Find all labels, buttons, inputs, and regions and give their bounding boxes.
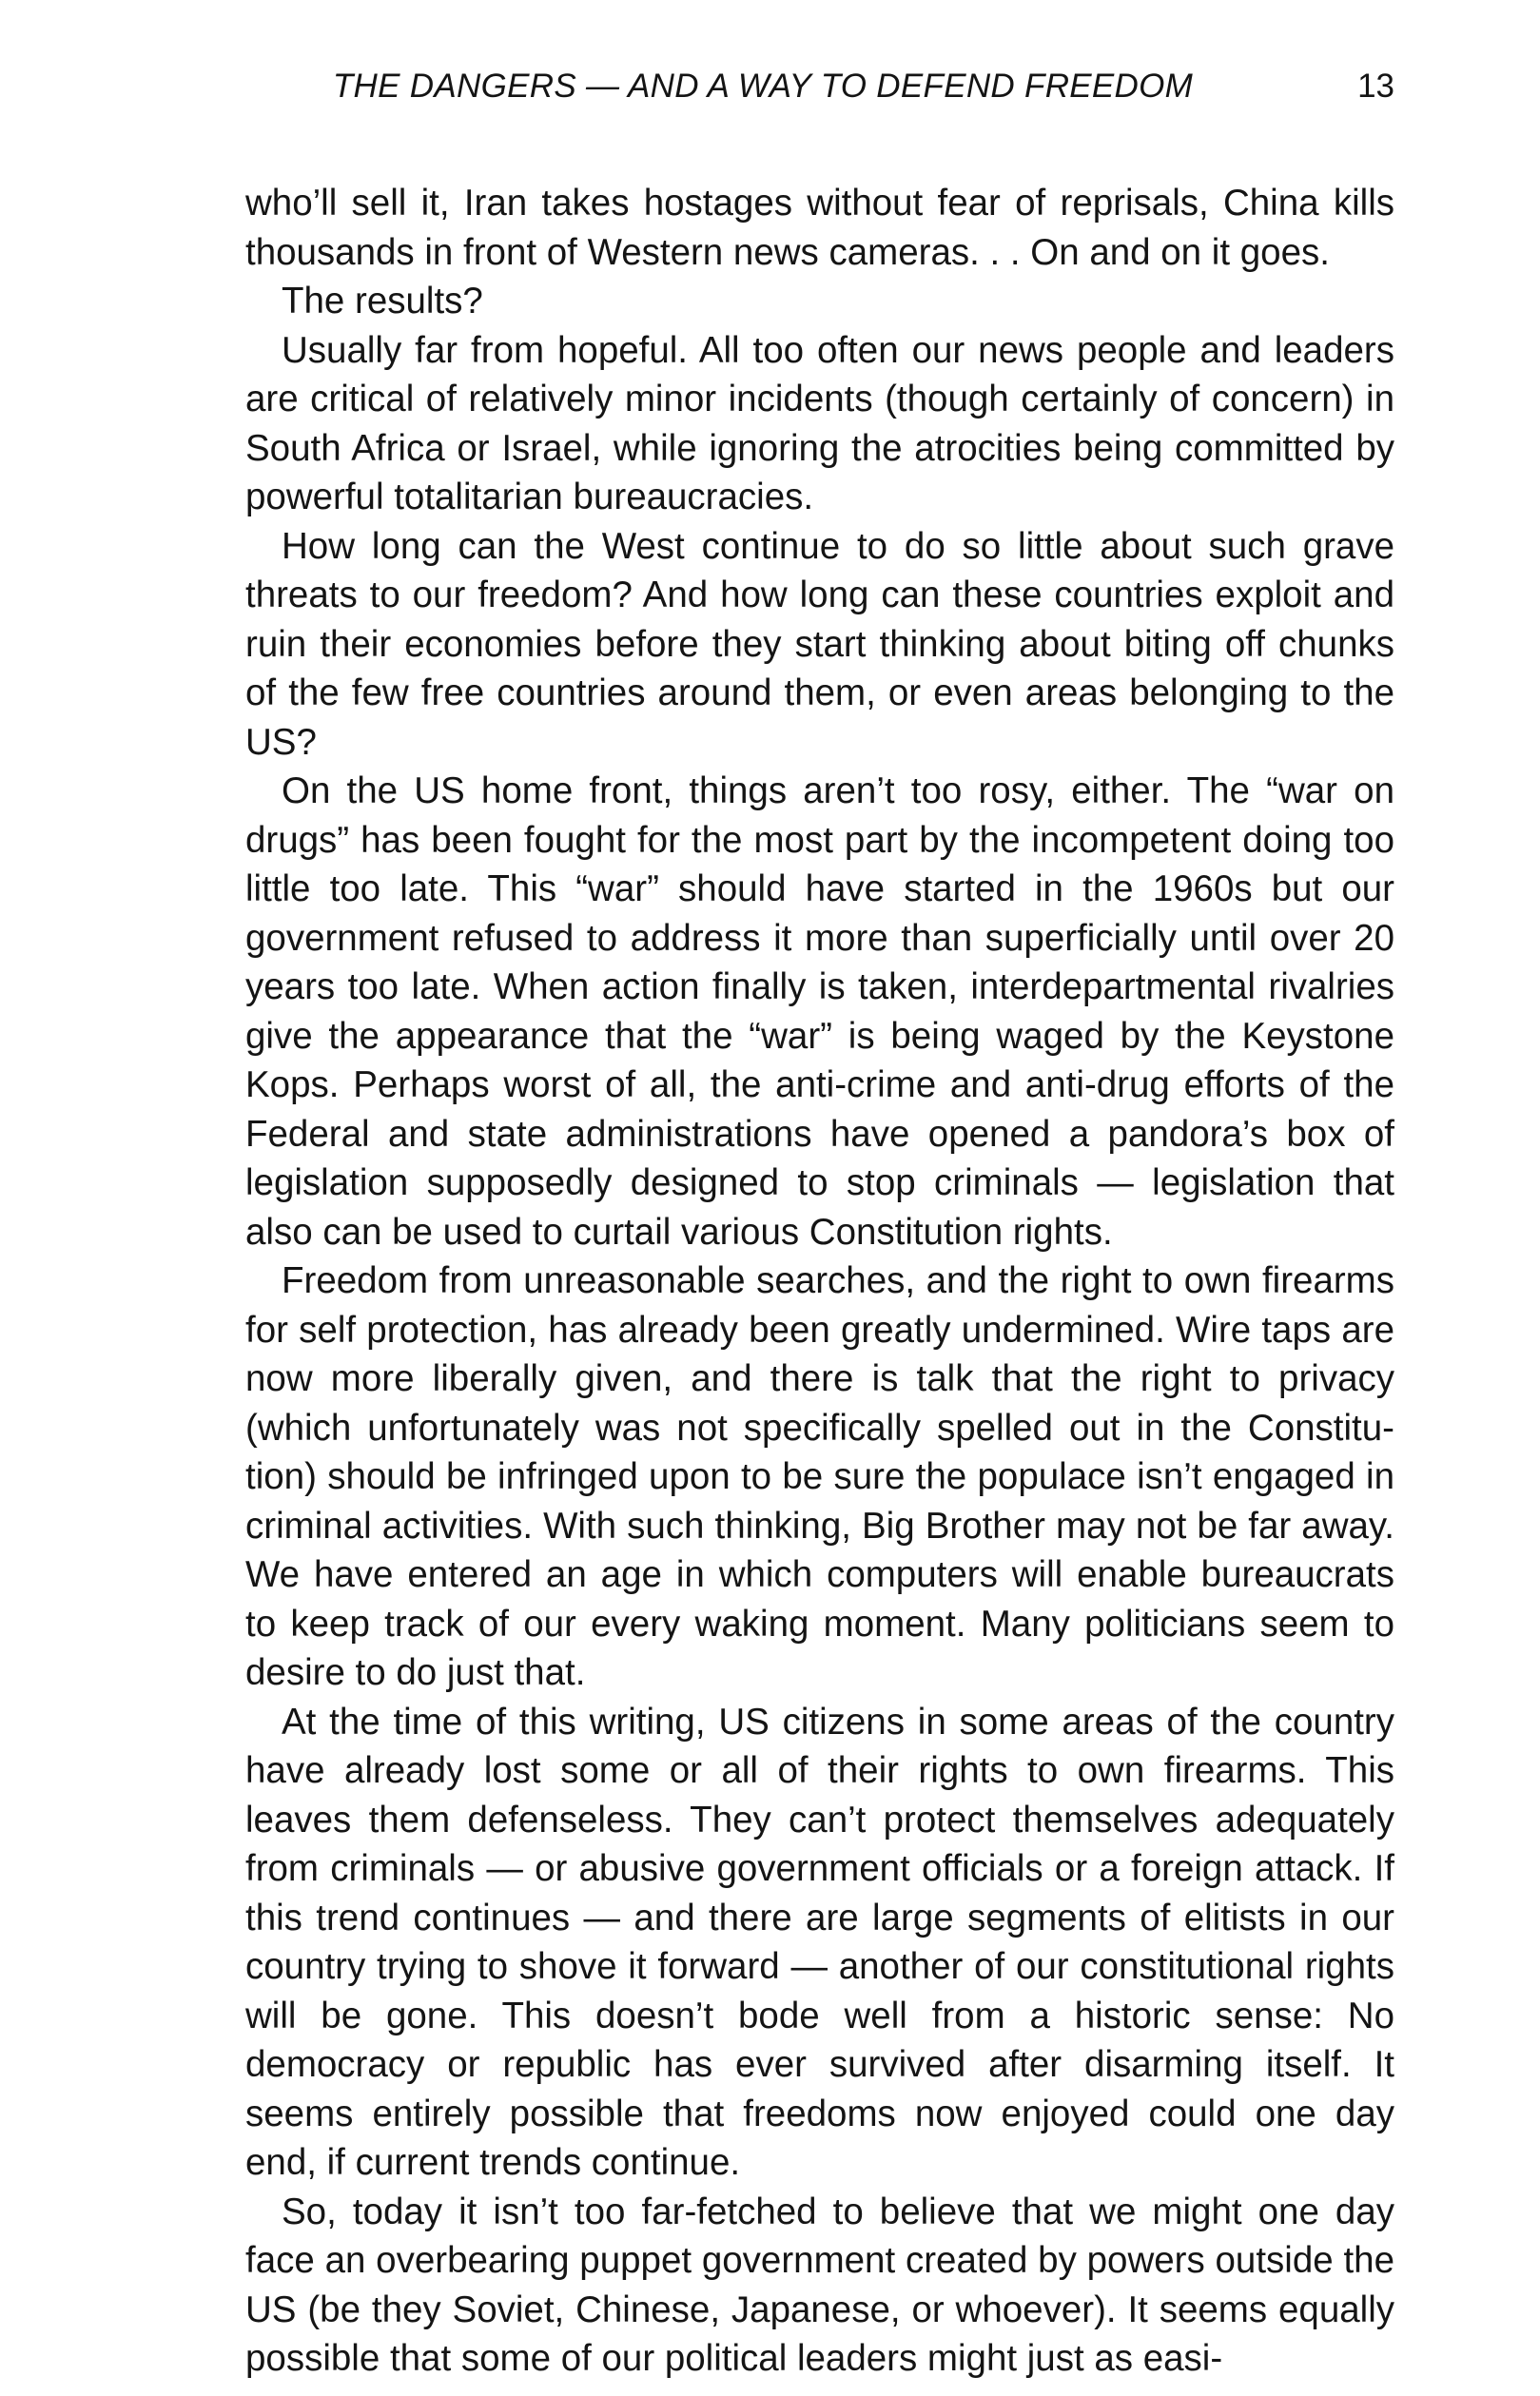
paragraph: So, today it isn’t too far-fetched to believe that we might one day face an overbearing puppet government created by powers outside the US (be they Soviet, Chinese, Japanese, or whoever). It seems equally possible that some of our political leaders might just as easi- xyxy=(245,2191,1394,2379)
page-number: 13 xyxy=(1357,68,1394,105)
running-header xyxy=(245,63,1394,110)
body-text xyxy=(245,179,1394,2384)
paragraph: On the US home front, things aren’t too rosy, either. The “war on drugs” has been fought for the most part by the incompetent doing too little too late. This “war” should have started in the 1960s but our government refused to address it more than superficially until over 20 years too late. When action finally is taken, interdepartmental rivalries give the appearance that the “war” is being waged by the Keystone Kops. Perhaps worst of all, the anti-crime and anti-drug efforts of the Federal and state administrations have opened a pandora’s box of legislation supposedly designed to stop criminals — legislation that also can be used to curtail various Constitution rights. xyxy=(245,770,1394,1253)
paragraph: The results? xyxy=(282,281,483,321)
running-title: THE DANGERS — AND A WAY TO DEFEND FREEDOM xyxy=(332,68,1194,105)
paragraph: At the time of this writing, US citizens in some areas of the country have already lost some or all of their rights to own firearms. This leaves them defenseless. They can’t protect themselves adequately from criminals — or abusive government officials or a foreign attack. If this trend continues — and there are large segments of elitists in our country trying to shove it forward — another of our constitutional rights will be gone. This doesn’t bode well from a historic sense: No democracy or republic has ever survived after disarming itself. It seems entirely possible that freedoms now enjoyed could one day end, if current trends continue. xyxy=(245,1701,1394,2183)
paragraph: Freedom from unreasonable searches, and the right to own firearms for self protection, has already been greatly undermined. Wire taps are now more liberally given, and there is talk that the right to privacy (which unfortunately was not specifically spelled out in the Constitution) should be infringed upon to be sure the populace isn’t engaged in criminal activities. With such thinking, Big Brother may not be far away. We have entered an age in which computers will enable bureaucrats to keep track of our every waking moment. Many politicians seem to desire to do just that. xyxy=(245,1260,1394,1693)
paragraph: Usually far from hopeful. All too often our news people and leaders are critical of relatively minor incidents (though certainly of concern) in South Africa or Israel, while ignoring the atrocities being committed by powerful totalitarian bureaucracies. xyxy=(245,329,1394,517)
paragraph-continued: who’ll sell it, Iran takes hostages without fear of reprisals, China kills thousands in front of Western news cameras. . . On and on it goes. xyxy=(245,183,1394,273)
paragraph: How long can the West continue to do so little about such grave threats to our freedom? And how long can these countries exploit and ruin their economies before they start thinking about biting off chunks of the few free countries around them, or even areas belonging to the US? xyxy=(245,525,1394,763)
